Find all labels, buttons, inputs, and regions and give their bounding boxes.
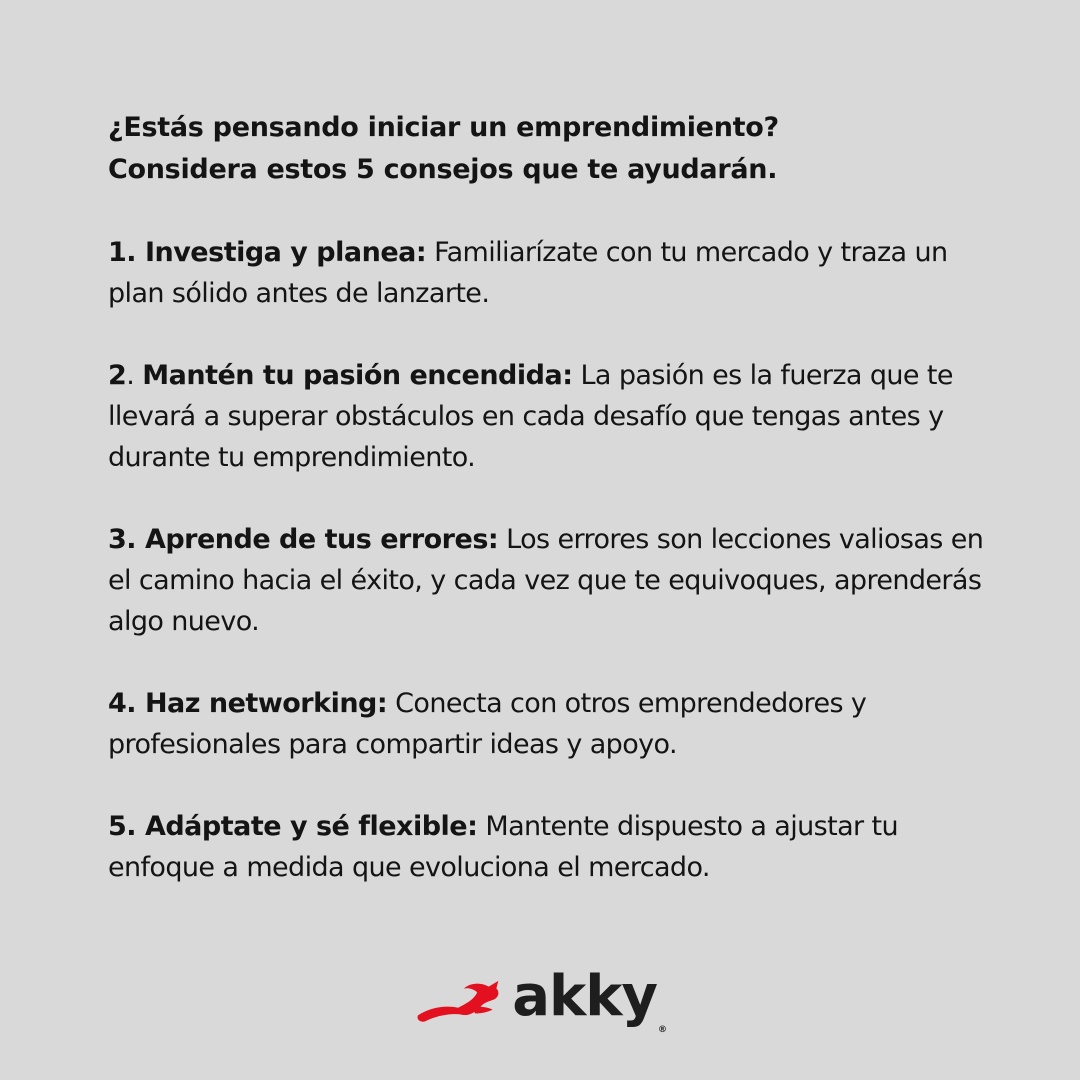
tip-5-text: Mantente dispuesto a ajustar tu enfoque a medida que evoluciona el mercado. bbox=[108, 811, 899, 883]
tip-2-separator: . bbox=[126, 360, 143, 391]
tip-4 bbox=[108, 683, 988, 765]
tip-1 bbox=[108, 232, 988, 314]
tip-5-lead: 5. Adáptate y sé flexible: bbox=[108, 811, 478, 842]
tip-2 bbox=[108, 355, 988, 478]
logo-text: akky bbox=[512, 964, 657, 1029]
tip-3-text: Los errores son lecciones valiosas en el camino hacia el éxito, y cada vez que te equivoques, aprenderás algo nuevo. bbox=[108, 524, 984, 637]
tip-3-lead: 3. Aprende de tus errores: bbox=[108, 524, 499, 555]
tip-1-lead: 1. Investiga y planea: bbox=[108, 237, 427, 268]
tip-2-text: La pasión es la fuerza que te llevará a superar obstáculos en cada desafío que tengas antes y durante tu emprendimiento. bbox=[108, 360, 953, 473]
tip-1-text: Familiarízate con tu mercado y traza un plan sólido antes de lanzarte. bbox=[108, 237, 948, 309]
content bbox=[108, 107, 988, 929]
intro-line-2: Considera estos 5 consejos que te ayudarán. bbox=[108, 154, 778, 185]
akky-logo bbox=[416, 966, 666, 1036]
intro-heading bbox=[108, 107, 988, 191]
logo-wordmark bbox=[512, 964, 666, 1035]
rabbit-icon bbox=[416, 978, 500, 1024]
tip-2-lead: Mantén tu pasión encendida: bbox=[142, 360, 573, 391]
tip-4-text: Conecta con otros emprendedores y profesionales para compartir ideas y apoyo. bbox=[108, 688, 867, 760]
tip-2-number: 2 bbox=[108, 360, 127, 391]
intro-line-1: ¿Estás pensando iniciar un emprendimiento? bbox=[108, 112, 779, 143]
tip-5 bbox=[108, 806, 988, 888]
tip-3 bbox=[108, 519, 988, 642]
registered-mark: ® bbox=[658, 1025, 666, 1035]
tip-4-lead: 4. Haz networking: bbox=[108, 688, 388, 719]
